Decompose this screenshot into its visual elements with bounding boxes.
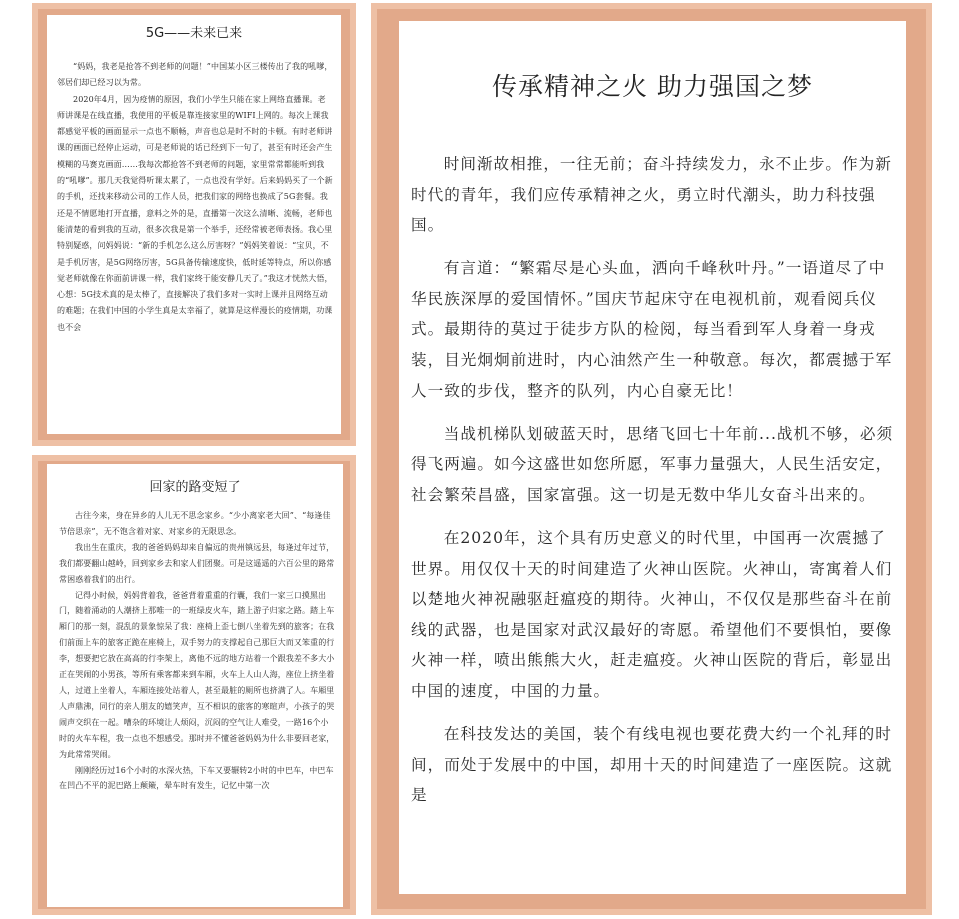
essay-card-5g	[32, 3, 356, 446]
paragraph: 刚刚经历过16个小时的水深火热，下车又要辗转2小时的中巴车，中巴车在凹凸不平的泥巴路上颠簸，晕车时有发生，记忆中第一次	[59, 765, 334, 791]
paragraph: 在2020年，这个具有历史意义的时代里，中国再一次震撼了世界。用仅仅十天的时间建造了火神山医院。火神山，寄寓着人们以楚地火神祝融驱赶瘟疫的期待。火神山，不仅仅是那些奋斗在前线的武器，也是国家对武汉最好的寄愿。希望他们不要惧怕，要像火神一样，喷出熊熊大火，赶走瘟疫。火神山医院的背后，彰显出中国的速度，中国的力量。	[411, 529, 893, 700]
paragraph: 在科技发达的美国，装个有线电视也要花费大约一个礼拜的时间，而处于发展中的中国，却用十天的时间建造了一座医院。这就是	[411, 725, 893, 805]
essay-card-way-home	[32, 455, 356, 915]
paragraph: 记得小时候，妈妈背着我，爸爸背着重重的行囊，我们一家三口摸黑出门，随着涌动的人潮挤上那唯一的一班绿皮火车，踏上游子归家之路。踏上车厢门的那一刻，混乱的景象惊呆了我：座椅上歪七倒八坐着先到的旅客；在我们前面上车的旅客正跪在座椅上，双手努力的支撑起自己那巨大而又笨重的行李，想要把它放在高高的行李架上，离他不远的地方站着一个跟我差不多大小正在哭闹的小男孩，等所有乘客都来到车厢，火车上人山人海，座位上挤坐着人，过道上坐着人，车厢连接处站着人，甚至最脏的厕所也挤满了人。车厢里人声鼎沸，同行的亲人朋友的嬉笑声，互不相识的旅客的寒暄声，小孩子的哭闹声交织在一起。嘈杂的环境让人烦闷，沉闷的空气让人难受，一路16个小时的火车车程，我一点也不想感受。那时并不懂爸爸妈妈为什么非要回老家，为此常常哭闹。	[59, 590, 335, 759]
essay-body	[57, 59, 333, 336]
paragraph: 有言道：“繁霜尽是心头血，洒向千峰秋叶丹。”一语道尽了中华民族深厚的爱国情怀。”国庆节起床守在电视机前，观看阅兵仪式。最期待的莫过于徒步方队的检阅，每当看到军人身着一身戎装，目光炯炯前进时，内心油然产生一种敬意。每次，都震撼于军人一致的步伐，整齐的队列，内心自豪无比！	[411, 259, 893, 400]
paragraph: 2020年4月，因为疫情的原因，我们小学生只能在家上网络直播课。老师讲课是在线直播，我使用的平板是靠连接家里的WIFI上网的。每次上课我都感觉平板的画面显示一点也不顺畅，声音也总是时不时的卡顿。有时老师讲课的画面已经停止运动，可是老师说的话已经到下一句了，甚至有时还会产生模糊的马赛克画面……我每次都抢答不到老师的问题，家里常常都能听到我的“吼嗲”。那几天我觉得听课太累了，一点也没有学好。后来妈妈买了一个新的手机，还找来移动公司的工作人员，把我们家的网络也换成了5G套餐。我还是不情愿地打开直播，意料之外的是，直播第一次这么清晰、流畅，老师也能清楚的看到我的互动，很多次我是第一个举手，还经常被老师表扬。我心里特别疑惑，问妈妈说：“新的手机怎么这么厉害呀？”妈妈笑着说：“宝贝，不是手机厉害，是5G网络厉害，5G具备传输速度快，低时延等特点，所以你感觉老师就像在你面前讲课一样，我们家终于能安静几天了。”我这才恍然大悟，心想：5G技术真的是太棒了，直接解决了我们多对一实时上课并且网络互动的难题；在我们中国的小学生真是太幸福了，就算是这样漫长的疫情期，功课也不会	[57, 94, 333, 332]
essay-title: 5G——未来已来	[145, 26, 243, 41]
essay-body	[411, 149, 898, 823]
paragraph: 古往今来，身在异乡的人儿无不思念家乡。“少小离家老大回”、“每逢佳节倍思亲”，无不饱含着对家、对家乡的无限思念。	[59, 511, 331, 536]
paragraph: 时间渐故相推，一往无前；奋斗持续发力，永不止步。作为新时代的青年，我们应传承精神之火，勇立时代潮头，助力科技强国。	[411, 155, 892, 235]
essay-card-spirit-fire	[371, 3, 932, 915]
paragraph: 我出生在重庆，我的爸爸妈妈却来自偏远的贵州镇远县，每逢过年过节，我们都要翻山越岭，回到家乡去和家人们团聚。可是这遥遥的六百公里的路常常困惑着我们的出行。	[59, 542, 335, 584]
paragraph: “妈妈，我老是抢答不到老师的问题！”中国某小区三楼传出了我的吼嗲，邻居们却已经习以为常。	[57, 62, 333, 88]
essay-title: 回家的路变短了	[149, 480, 241, 495]
essay-page	[47, 464, 343, 907]
paragraph: 当战机梯队划破蓝天时，思绪飞回七十年前...战机不够，必须得飞两遍。如今这盛世如您所愿，军事力量强大，人民生活安定，社会繁荣昌盛，国家富强。这一切是无数中华儿女奋斗出来的。	[411, 424, 894, 504]
essay-page	[47, 15, 341, 434]
essay-page	[399, 21, 906, 894]
essay-title: 传承精神之火 助力强国之梦	[492, 72, 813, 101]
essay-body	[59, 508, 335, 794]
